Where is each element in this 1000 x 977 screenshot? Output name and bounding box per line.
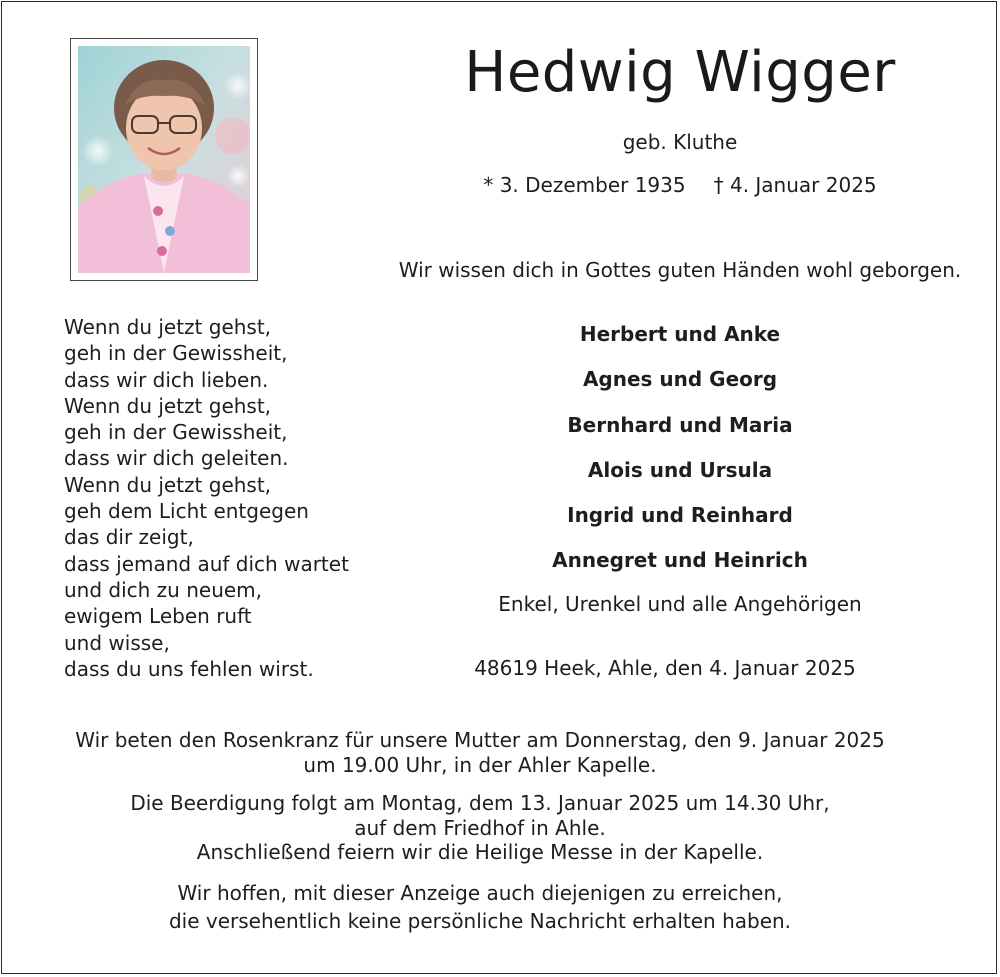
info-line: Die Beerdigung folgt am Montag, dem 13. Januar 2025 um 14.30 Uhr, — [130, 791, 830, 815]
poem-line: geh dem Licht entgegen — [64, 499, 309, 524]
poem-line: und wisse, — [64, 630, 170, 655]
family-member: Ingrid und Reinhard — [567, 503, 793, 528]
death-date: † 4. Januar 2025 — [713, 173, 877, 197]
poem-line: das dir zeigt, — [64, 525, 194, 550]
poem-line: dass wir dich lieben. — [64, 367, 269, 392]
portrait-photo — [78, 46, 250, 273]
info-line: die versehentlich keine persönliche Nachricht erhalten haben. — [168, 908, 792, 933]
poem-line: und dich zu neuem, — [64, 577, 263, 602]
poem-line: Wenn du jetzt gehst, — [64, 472, 272, 497]
deceased-name: Hedwig Wigger — [464, 40, 896, 105]
info-line: Wir hoffen, mit dieser Anzeige auch diejenigen zu erreichen, — [177, 880, 783, 905]
motto: Wir wissen dich in Gottes guten Händen wohl geborgen. — [398, 258, 962, 282]
poem-line: dass jemand auf dich wartet — [64, 551, 349, 576]
family-member: Annegret und Heinrich — [552, 548, 808, 573]
info-line: Anschließend feiern wir die Heilige Messe in der Kapelle. — [196, 840, 764, 864]
poem-line: geh in der Gewissheit, — [64, 420, 288, 445]
poem-line: Wenn du jetzt gehst, — [64, 315, 272, 339]
portrait-frame — [70, 38, 258, 281]
life-dates — [470, 173, 890, 197]
place-and-date: 48619 Heek, Ahle, den 4. Januar 2025 — [474, 656, 856, 680]
poem-line: Wenn du jetzt gehst, — [64, 393, 272, 418]
funeral-info — [40, 791, 920, 865]
service-info — [40, 728, 920, 949]
poem-line: geh in der Gewissheit, — [64, 341, 288, 366]
info-line: Wir beten den Rosenkranz für unsere Mutter am Donnerstag, den 9. Januar 2025 — [75, 728, 885, 752]
family-member: Herbert und Anke — [579, 322, 781, 346]
info-line: auf dem Friedhof in Ahle. — [354, 815, 606, 840]
rosary-info — [40, 728, 920, 777]
closing-note — [40, 879, 920, 935]
birth-date: * 3. Dezember 1935 — [483, 173, 686, 197]
family-member: Alois und Ursula — [587, 457, 773, 482]
birth-name: geb. Kluthe — [622, 130, 738, 154]
poem-line: dass wir dich geleiten. — [64, 446, 289, 471]
family-list — [480, 320, 880, 592]
poem-line: dass du uns fehlen wirst. — [64, 656, 314, 681]
poem-line: ewigem Leben ruft — [64, 604, 252, 629]
poem — [64, 314, 374, 682]
family-member: Bernhard und Maria — [567, 412, 793, 437]
info-line: um 19.00 Uhr, in der Ahler Kapelle. — [303, 752, 657, 777]
other-relatives: Enkel, Urenkel und alle Angehörigen — [498, 592, 862, 616]
family-member: Agnes und Georg — [582, 367, 778, 392]
